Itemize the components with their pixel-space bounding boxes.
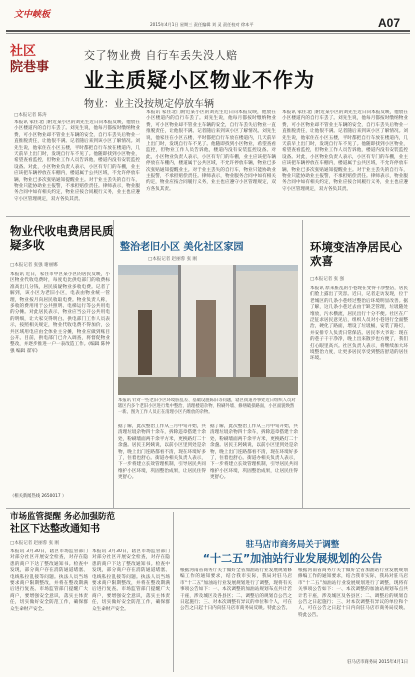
left-story-footnote: （相关新闻热线 2650017 ） [10, 494, 67, 499]
bottom-story-body-col1: 根据河南省商务厅关于做好全省加油站行业发展规划修编工作的通知要求，结合我市实际，我局对驻马店市“十二五”加油站行业发展规划进行了调整，现将有关事项公告如下：一、本次调整的加油站规划布点共计若干座，涉及城区及各县区；二、调整后的规划自公告之日起施行；三、对本次调整有异议的单位和个人，可在公告之日起十日内向驻马店市商务局反映。特此公告。 [180, 568, 292, 612]
masthead-logo: 文中峡板 [14, 10, 51, 20]
main-byline: □本报记者 陈涛 [14, 113, 47, 118]
bottom-story-title-line1: 驻马店市商务局关于调整 [245, 540, 340, 550]
center-story-caption: 本报讯 针对一些老旧小区环境脏乱差、基础设施陈旧等问题，辖区街道办事处近日组织人员对辖区内多个老旧小区进行集中整治，清理楼道杂物、粉刷外墙、修缮破损路面，小区面貌焕然一新。图为工作人员正在清理小区内堆放的杂物。 [118, 398, 296, 415]
divider-bottom [6, 508, 410, 509]
main-subhead: 物业：业主没按规定停放车辆 [84, 99, 214, 110]
masthead-rule [6, 30, 410, 32]
bottom-story-body-col2: 根据河南省商务厅关于做好全省加油站行业发展规划修编工作的通知要求，结合我市实际，我局对驻马店市“十二五”加油站行业发展规划进行了调整，现将有关事项公告如下：一、本次调整的加油站规划布点共计若干座，涉及城区及各县区；二、调整后的规划自公告之日起施行；三、对本次调整有异议的单位和个人，可在公告之日起十日内向驻马店市商务局反映。特此公告。 [298, 568, 408, 618]
section-tag-line1: 社区 [10, 44, 37, 59]
notice-story-title [10, 512, 165, 536]
center-story-title: 整治老旧小区 美化社区家园 [120, 242, 244, 253]
main-body-col1: 本报讯 家住北门附近某小区的刘先生近日向本报反映，他放在小区楼道内的自行车丢了。刘先生说，他每月都按时缴纳物业费，可小区物业却不管业主车辆的安全，自行车丢失后物业一直推脱责任，让他很不满。记者随后来到该小区了解情况。刘先生说，他家住在小区五楼，平时都把自行车放在楼道内，几天前早上出门时，发现自行车不见了。他随即找到小区物业，希望查看监控，但物业工作人员告诉他，楼道内没有安装监控设备。对此，小区物业负责人表示，小区有专门的车棚，业主应该把车辆停放在车棚内，楼道属于公共区域，不允许停放车辆，物业已多次张贴通知提醒业主。对于业主丢失的自行车，物业只能协助业主报警，不承担赔偿责任。律师表示，物业服务合同中如有相关约定，物业应按合同履行义务，业主也应遵守小区管理规定，双方各负其责。 [14, 120, 140, 202]
section-tag [10, 44, 60, 86]
bottom-story-title [175, 538, 410, 566]
page-number: A07 [378, 16, 401, 30]
left-story-byline: □本报记者 张强 谢丽娜 [10, 263, 58, 268]
masthead-rule-thin [6, 33, 410, 34]
section-tag-line2: 院巷事 [10, 60, 50, 75]
right-story-body: 本报讯 原来脏乱的小巷现在变得干净整洁，居民们脸上露出了笑容。近日，记者走访发现，位于老城区的几条小巷经过整治后环境明显改善。据了解，这几条小巷过去由于缺乏管理，垃圾随处堆放，污水横流，居民出行十分不便。社区在广泛征求居民意见后，组织人员对小巷进行全面整治，硬化了路面，增设了垃圾桶，安装了路灯，并安排专人负责日常保洁。居民李大爷说：现在的巷子干干净净，晚上出来散步也方便了，我们打心眼里高兴。社区负责人表示，将继续加大环境整治力度，让更多居民享受到整洁舒适的居住环境。 [310, 286, 408, 362]
center-story-body-col1: 据了解，此次整治工作从三月中旬开始，共清理垃圾杂物四十余车，拆除违章搭建十余处，粉刷墙面两千余平方米，更换路灯二十余盏。居民王阿姨说，以前小区里到处是杂物，晚上出门连路都看不清，现在环境好多了，住着也舒心。街道办相关负责人表示，下一步将建立长效管理机制，引导居民共同维护小区环境，巩固整治成果，让居民住得更舒心。 [118, 424, 206, 481]
issue-meta: 2015年4月1日 星期三 责任编辑 刘 灵 责任校对 徐本平 [150, 22, 254, 27]
right-story-title: 环境变洁净居民心欢喜 [310, 240, 402, 268]
main-kicker: 交了物业费 自行车丢失没人赔 [84, 49, 238, 62]
center-story-byline: □本报记者 赵丽蓉 张 刚 [148, 257, 198, 262]
left-story-body: 本报讯 近日，家住市中区某小区的居民反映，小区物业代收电费时，每度电比供电部门的收费标准高出几分钱，居民质疑物业多收电费。记者了解到，该小区为老旧小区，电表由物业统一管理，物业按月向居民收取电费。物业负责人称，多收的费用用于公共照明、电梯运行等公共用电的分摊。对此居民表示，物业应当公开公共用电的明细，让大家交得明白。供电部门工作人员表示，按照相关规定，物业代收电费不得加价，公共区域用电应由全体业主分摊，物业应做到账目公开。目前，供电部门已介入调查，将督促物业整改，并逐步推进一户一表改造工作。(编辑 陈仲强 编辑 翟军) [10, 272, 110, 354]
center-story-photo [118, 265, 298, 395]
main-body-col3: 本报讯 家住北门附近某小区的刘先生近日向本报反映，他放在小区楼道内的自行车丢了。刘先生说，他每月都按时缴纳物业费，可小区物业却不管业主车辆的安全，自行车丢失后物业一直推脱责任，让他很不满。记者随后来到该小区了解情况。刘先生说，他家住在小区五楼，平时都把自行车放在楼道内，几天前早上出门时，发现自行车不见了。他随即找到小区物业，希望查看监控，但物业工作人员告诉他，楼道内没有安装监控设备。对此，小区物业负责人表示，小区有专门的车棚，业主应该把车辆停放在车棚内，楼道属于公共区域，不允许停放车辆，物业已多次张贴通知提醒业主。对于业主丢失的自行车，物业只能协助业主报警，不承担赔偿责任。律师表示，物业服务合同中如有相关约定，物业应按合同履行义务，业主也应遵守小区管理规定，双方各负其责。 [282, 110, 408, 192]
bottom-story-title-line2: “十二五”加油站行业发展规划的公告 [202, 552, 383, 565]
divider-left [113, 220, 114, 508]
divider-main [6, 216, 410, 217]
center-story-body-col2: 据了解，此次整治工作从三月中旬开始，共清理垃圾杂物四十余车，拆除违章搭建十余处，粉刷墙面两千余平方米，更换路灯二十余盏。居民王阿姨说，以前小区里到处是杂物，晚上出门连路都看不清，现在环境好多了，住着也舒心。街道办相关负责人表示，下一步将建立长效管理机制，引导居民共同维护小区环境，巩固整治成果，让居民住得更舒心。 [210, 424, 298, 481]
left-story-title: 物业代收电费居民质疑多收 [10, 224, 114, 252]
main-headline: 业主质疑小区物业不作为 [84, 68, 315, 92]
divider-bottom-vertical [173, 512, 174, 672]
notice-story-title-line1: 市场监管提醒 务必加强防范 [10, 512, 115, 522]
right-story-byline: □本报记者 张 强 [310, 277, 345, 282]
notice-story-body-col1: 本报讯 3月30日，辖区市场监管部门对部分社区开展安全检查，对存在隐患的商户下达了整改通知书。检查中发现，部分商户存在消防通道堵塞、电线私拉乱接等问题。执法人员当场要求商户限期整改，并将在整改期满后进行复查。市场监管部门提醒广大商户，要增强安全意识，落实主体责任，切实做好安全防范工作，确保群众生命财产安全。 [10, 549, 88, 612]
notice-story-body-col2: 本报讯 3月30日，辖区市场监管部门对部分社区开展安全检查，对存在隐患的商户下达了整改通知书。检查中发现，部分商户存在消防通道堵塞、电线私拉乱接等问题。执法人员当场要求商户限期整改，并将在整改期满后进行复查。市场监管部门提醒广大商户，要增强安全意识，落实主体责任，切实做好安全防范工作，确保群众生命财产安全。 [92, 549, 170, 612]
divider-right [302, 220, 303, 508]
main-body-col2: 本报讯 家住北门附近某小区的刘先生近日向本报反映，他放在小区楼道内的自行车丢了。刘先生说，他每月都按时缴纳物业费，可小区物业却不管业主车辆的安全，自行车丢失后物业一直推脱责任，让他很不满。记者随后来到该小区了解情况。刘先生说，他家住在小区五楼，平时都把自行车放在楼道内，几天前早上出门时，发现自行车不见了。他随即找到小区物业，希望查看监控，但物业工作人员告诉他，楼道内没有安装监控设备。对此，小区物业负责人表示，小区有专门的车棚，业主应该把车辆停放在车棚内，楼道属于公共区域，不允许停放车辆，物业已多次张贴通知提醒业主。对于业主丢失的自行车，物业只能协助业主报警，不承担赔偿责任。律师表示，物业服务合同中如有相关约定，物业应按合同履行义务，业主也应遵守小区管理规定，双方各负其责。 [146, 110, 276, 192]
notice-story-byline: □本报记者 赵丽蓉 张 刚 [10, 541, 60, 546]
bottom-story-signature: 驻马店市商务局 2015年4月1日 [347, 660, 408, 665]
notice-story-title-line2: 社区下达整改通知书 [10, 524, 100, 535]
